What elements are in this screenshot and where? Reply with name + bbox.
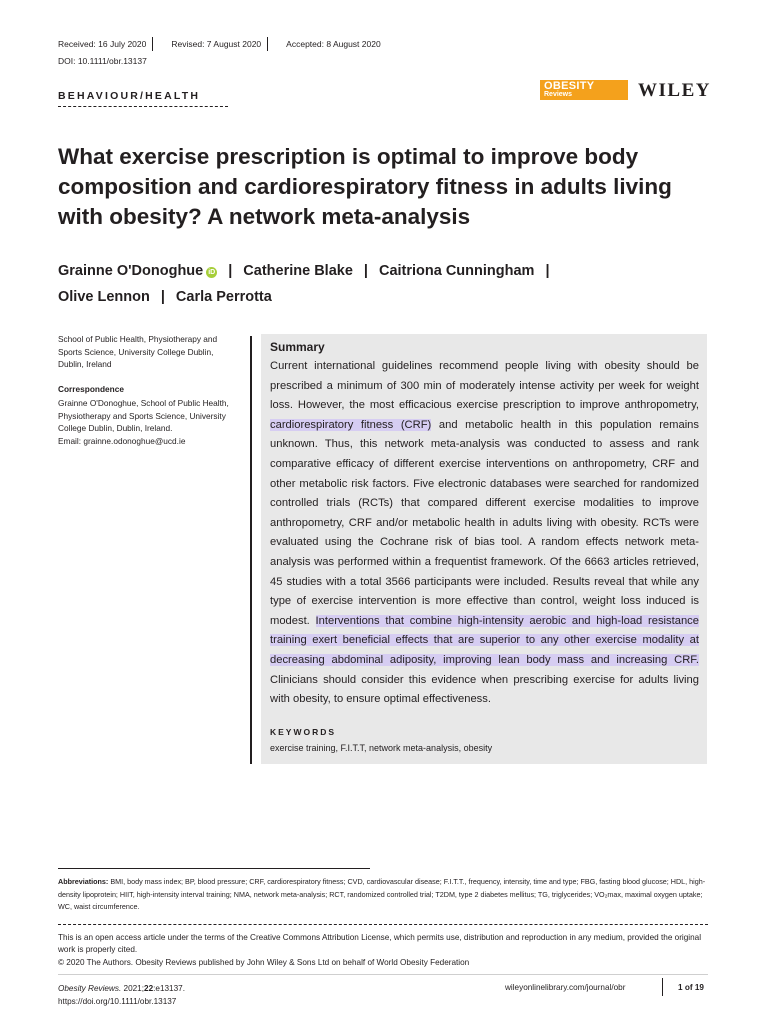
author-name[interactable]: Grainne O'Donoghue [58,263,204,279]
summary-part: Current international guidelines recommend people living with obesity should be prescribed a minimum of 300 min of moderately intense activity per week for weight loss. However, the most efficacious exercise prescription to improve anthropometry, [270,360,699,412]
author-separator: | [545,263,550,279]
correspondence-details [58,397,248,447]
footer-separator [662,978,663,996]
summary-text [270,357,699,710]
summary-rule [250,336,252,764]
license-rule [58,924,708,925]
date-separator [267,37,280,51]
publisher-logo[interactable]: WILEY [638,80,711,101]
summary-part: Clinicians should consider this evidence when prescribing exercise for adults living with obesity, to ensure optimal effectiveness. [270,673,699,706]
journal-logo-subtitle: Reviews [544,91,573,98]
abbreviations-text: BMI, body mass index; BP, blood pressure; CRF, cardiorespiratory fitness; CVD, cardiovascular disease; F.I.T.T., frequency, intensity, time and type; FBG, fasting blood glucose; HDL, high-density lipoprotein; HIIT, high-intensity interval training; NMA, network meta-analysis; RCT, randomized controlled trial; T2DM, type 2 diabetes mellitus; TG, triglycerides; VO₂max, maximal oxygen uptake; WC, waist circumference. [58,877,706,911]
author-separator: | [228,263,233,279]
journal-name: Obesity Reviews. [58,984,122,993]
summary-heading: Summary [270,340,325,354]
section-rule [58,106,228,107]
citation-line [58,983,185,996]
license [58,932,713,969]
footnote-rule [58,868,370,869]
citation-year: 2021; [121,984,145,993]
abbreviations [58,876,713,914]
license-terms: This is an open access article under the terms of the Creative Commons Attribution License, which permits use, distribution and reproduction in any medium, provided the original work is properly cited. [58,933,702,955]
author-list [58,258,678,310]
correspondence-address: Grainne O'Donoghue, School of Public Health, Physiotherapy and Sports Science, University College Dublin, Dublin, Ireland. [58,398,229,433]
citation-article: :e13137. [153,984,185,993]
author-name[interactable]: Carla Perrotta [175,289,272,305]
author-separator: | [160,289,165,305]
affiliation: School of Public Health, Physiotherapy and Sports Science, University College Dublin, Dublin, Ireland [58,334,218,369]
journal-logo-title: OBESITY [544,80,595,92]
author-name[interactable]: Olive Lennon [58,289,150,305]
highlighted-text[interactable]: Interventions that combine high-intensity aerobic and high-load resistance training exert beneficial effects that are superior to any other exercise modality at decreasing abdominal adiposity, improving lean body mass and increasing CRF. [270,614,700,666]
citation [58,983,185,1008]
orcid-icon[interactable]: iD [208,269,216,276]
date-separator [152,37,165,51]
highlighted-text[interactable]: cardiorespiratory fitness (CRF) [270,418,432,431]
citation-volume: 22 [144,984,154,993]
author-separator: | [363,263,368,279]
page-number: 1 of 19 [678,983,704,992]
author-name[interactable]: Catherine Blake [243,263,353,279]
article-title: What exercise prescription is optimal to improve body composition and cardiorespiratory fitness in adults living with obesity? A network meta-analysis [58,144,672,229]
author-name[interactable]: Caitriona Cunningham [378,263,535,279]
journal-logo[interactable] [540,80,628,100]
revised-date: Revised: 7 August 2020 [171,39,262,49]
doi-link[interactable]: https://doi.org/10.1111/obr.13137 [58,996,177,1006]
keywords-heading: KEYWORDS [270,727,337,737]
article-dates [58,39,387,51]
abbreviations-label: Abbreviations: [58,877,109,886]
doi[interactable]: DOI: 10.1111/obr.13137 [58,56,147,66]
accepted-date: Accepted: 8 August 2020 [286,39,381,49]
section-label: BEHAVIOUR/HEALTH [58,90,201,102]
journal-site-link[interactable]: wileyonlinelibrary.com/journal/obr [505,983,626,992]
received-date: Received: 16 July 2020 [58,39,147,49]
copyright: © 2020 The Authors. Obesity Reviews published by John Wiley & Sons Ltd on behalf of World Obesity Federation [58,957,470,967]
summary-part: and metabolic health in this population remains unknown. Thus, this network meta-analysis was conducted to assess and rank comparative efficacy of different exercise interventions on anthropometry, CRF and other metabolic risk factors. Five electronic databases were searched for randomized controlled trials (RCTs) that compared different exercise modalities to improve anthropometry, CRF and/or metabolic health in adults living with obesity. RCTs were evaluated using the Cochrane risk of bias tool. A random effects network meta-analysis was performed within a frequentist framework. Of the 6663 articles retrieved, 45 studies with a total 3566 participants were included. Results reveal that while any type of exercise intervention is more effective than control, weight loss induced is modest. [270,418,699,627]
footer-rule [58,974,708,975]
keywords-list: exercise training, F.I.T.T, network meta-analysis, obesity [270,743,493,753]
correspondence-email[interactable]: Email: grainne.odonoghue@ucd.ie [58,435,186,446]
correspondence-heading: Correspondence [58,384,124,394]
